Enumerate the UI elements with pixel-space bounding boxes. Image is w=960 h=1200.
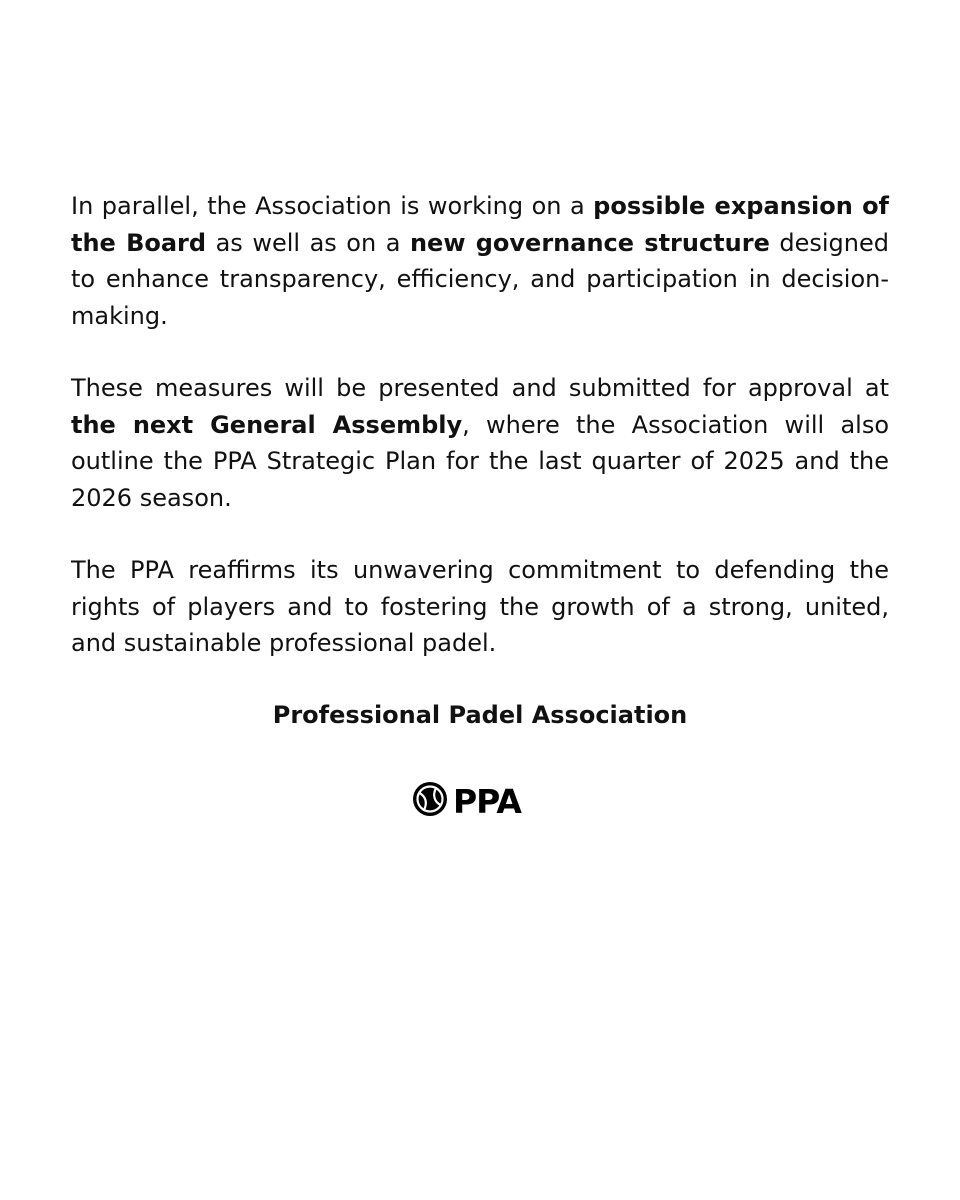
logo-wordmark: PPA: [453, 782, 521, 820]
paragraph-general-assembly: [71, 370, 889, 516]
ppa-logo: [411, 780, 551, 820]
padel-ball-icon: [413, 782, 447, 816]
paragraph-commitment: [71, 552, 889, 662]
text-run: The PPA reaffirms its unwavering commitment to defending the rights of players and to fostering the growth of a strong, united, and sustainable professional padel.: [71, 556, 889, 657]
text-run: as well as on a: [206, 228, 410, 257]
bold-text-run: possible expansion of the Board: [71, 192, 889, 257]
signature: Professional Padel Association: [272, 701, 688, 729]
document-body: [71, 188, 889, 662]
paragraph-board-expansion: [71, 188, 889, 334]
text-run: These measures will be presented and submitted for approval at: [71, 374, 889, 402]
text-run: , where the Association will also outline the PPA Strategic Plan for the last quarter of 2025 and the 2026 season.: [71, 410, 890, 512]
text-run: designed to enhance transparency, efficiency, and participation in decision-making.: [71, 228, 889, 330]
bold-text-run: the next General Assembly: [71, 410, 463, 439]
text-run: In parallel, the Association is working on a: [71, 192, 594, 220]
bold-text-run: new governance structure: [409, 228, 770, 257]
